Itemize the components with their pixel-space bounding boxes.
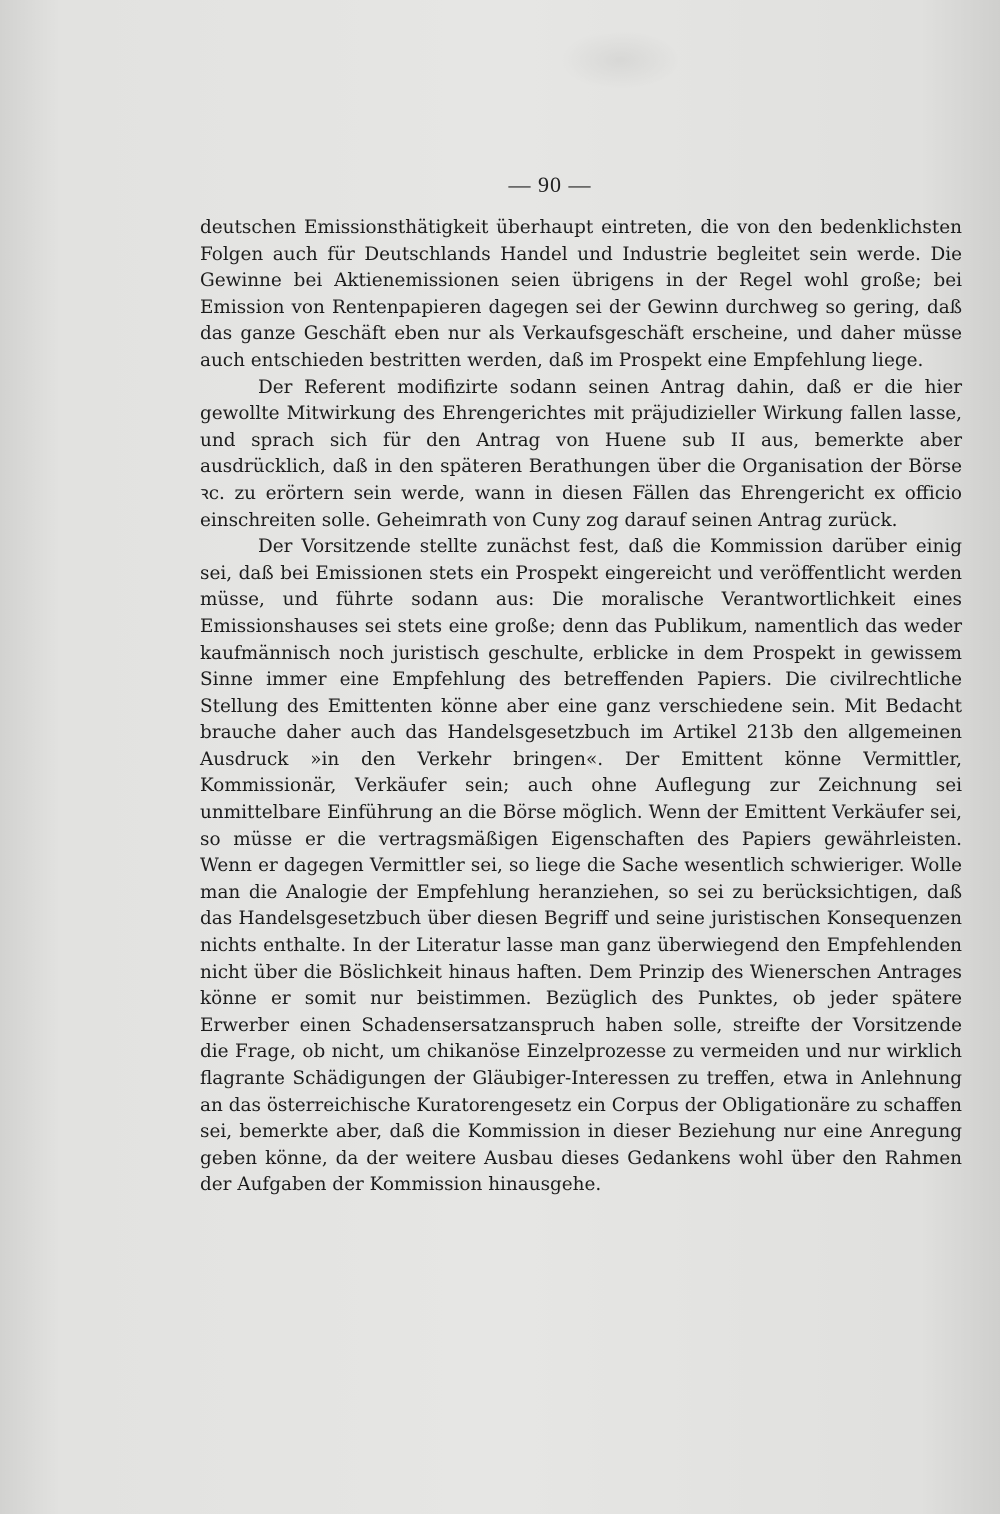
paragraph-referent: Der Referent modifizirte sodann seinen Antrag dahin, daß er die hier gewollte Mitwirkung des Ehrengerichtes mit präjudizieller Wirkung fallen lasse, und sprach sich für den Antrag von Huene sub II aus, bemerkte aber ausdrücklich, daß in den späteren Berathungen über die Organisation der Börse ꝛc. zu erörtern sein werde, wann in diesen Fällen das Ehrengericht ex officio einschreiten solle. Geheimrath von Cuny zog darauf seinen Antrag zurück. [200, 376, 962, 531]
paragraph-continuation: deutschen Emissionsthätigkeit überhaupt eintreten, die von den bedenklichsten Folgen auch für Deutschlands Handel und Industrie begleitet sein werde. Die Gewinne bei Aktienemissionen seien übrigens in der Regel wohl große; bei Emission von Rentenpapieren dagegen sei der Gewinn durchweg so gering, daß das ganze Geschäft eben nur als Verkaufsgeschäft erscheine, und daher müsse auch entschieden bestritten werden, daß im Prospekt eine Empfehlung liege. [200, 217, 962, 371]
paragraph-vorsitzende: Der Vorsitzende stellte zunächst fest, daß die Kommission darüber einig sei, daß bei Emissionen stets ein Prospekt eingereicht und veröffentlicht werden müsse, und führte sodann aus: Die moralische Verantwortlichkeit eines Emissionshauses sei stets eine große; denn das Publikum, namentlich das weder kaufmännisch noch juristisch geschulte, erblicke in dem Prospekt in gewissem Sinne immer eine Empfehlung des betreffenden Papiers. Die civilrechtliche Stellung des Emittenten könne aber eine ganz verschiedene sein. Mit Bedacht brauche daher auch das Handelsgesetzbuch im Artikel 213b den allgemeinen Ausdruck »in den Verkehr bringen«. Der Emittent könne Vermittler, Kommissionär, Verkäufer sein; auch ohne Auflegung zur Zeichnung sei unmittelbare Einführung an die Börse möglich. Wenn der Emittent Verkäufer sei, so müsse er die vertragsmäßigen Eigenschaften des Papiers gewährleisten. Wenn er dagegen Vermittler sei, so liege die Sache wesentlich schwieriger. Wolle man die Analogie der Empfehlung heranziehen, so sei zu berücksichtigen, daß das Handelsgesetzbuch über diesen Begriff und seine juristischen Konsequenzen nichts enthalte. In der Literatur lasse man ganz überwiegend den Empfehlenden nicht über die Böslichkeit hinaus haften. Dem Prinzip des Wienerschen Antrages könne er somit nur beistimmen. Bezüglich des Punktes, ob jeder spätere Erwerber einen Schadensersatzanspruch haben solle, streifte der Vorsitzende die Frage, ob nicht, um chikanöse Einzelprozesse zu vermeiden und nur wirklich flagrante Schädigungen der Gläubiger-Interessen zu treffen, etwa in Anlehnung an das österreichische Kuratorengesetz ein Corpus der Obligationäre zu schaffen sei, bemerkte aber, daß die Kommission in dieser Beziehung nur eine Anregung geben könne, da der weitere Ausbau dieses Gedankens wohl über den Rahmen der Aufgaben der Kommission hinausgehe. [200, 536, 962, 1196]
body-text [200, 215, 962, 1199]
show-through-smudge [560, 30, 680, 90]
page-number: — 90 — [508, 172, 592, 197]
